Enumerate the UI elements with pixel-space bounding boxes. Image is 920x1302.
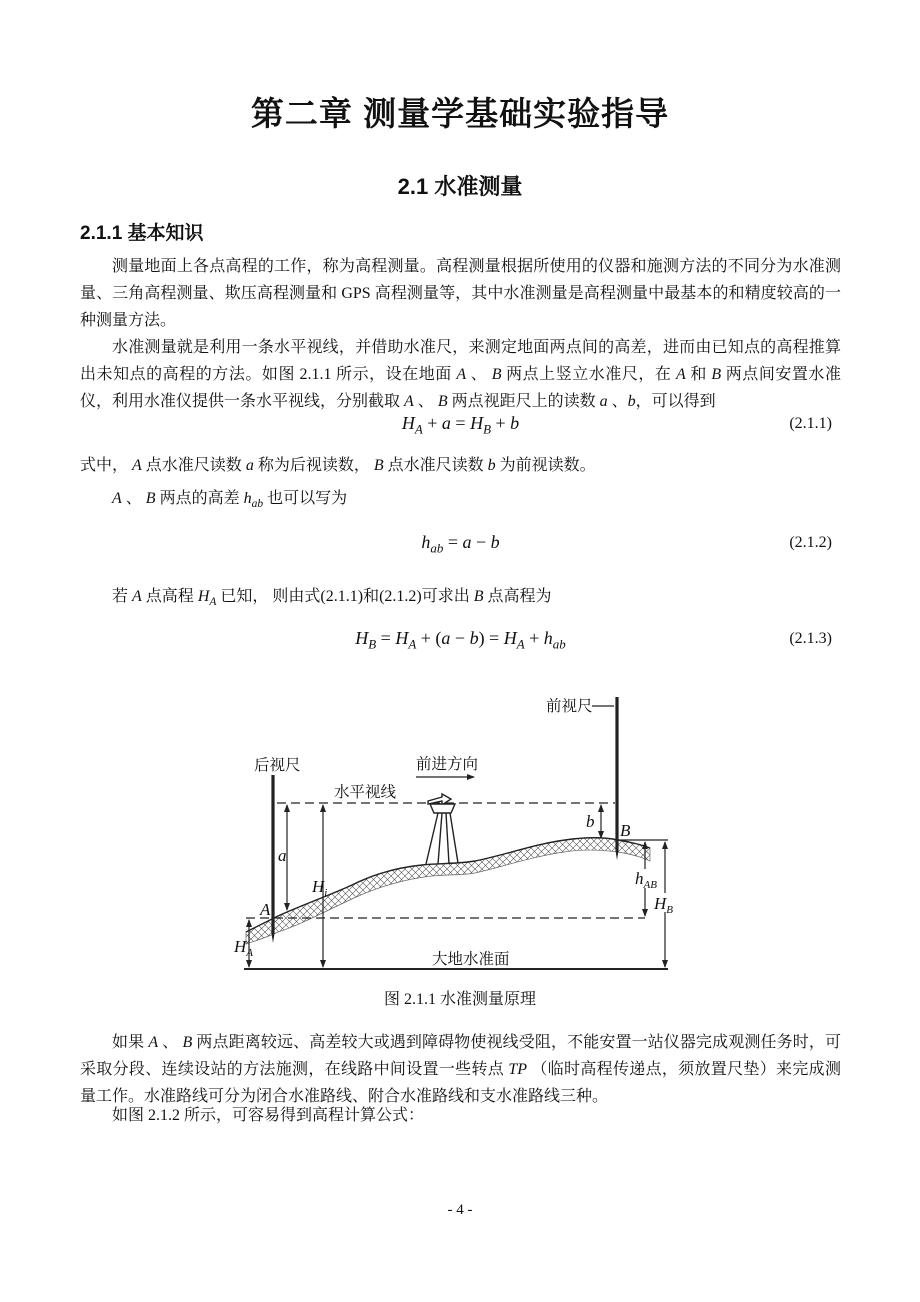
equation-2-1-2	[80, 532, 841, 556]
var-H: H	[654, 894, 667, 913]
back-rod	[271, 775, 274, 943]
reading-a-label: a	[278, 846, 287, 865]
equation-formula: $h_{ab} = a - b$	[421, 532, 500, 556]
paragraph-height-measurement-intro: 测量地面上各点高程的工作，称为高程测量。高程测量根据所使用的仪器和施测方法的不同分为水准测量、三角高程测量、欺压高程测量和 GPS 高程测量等，其中水准测量是高程测量中最基本的和精度较高的一种测量方法。	[80, 258, 841, 329]
section-title: 2.1 水准测量	[397, 174, 523, 199]
front-rod-label: 前视尺	[546, 698, 593, 715]
back-rod-label: 后视尺	[254, 757, 301, 774]
chapter-title: 第二章 测量学基础实验指导	[250, 95, 670, 132]
sub-B: B	[666, 904, 674, 916]
paragraph-point-b-height-intro: 若 A 点高程 $H_A$ 已知， 则由式(2.1.1)和(2.1.2)可求出 B 点高程为	[112, 588, 552, 609]
equation-2-1-3	[80, 628, 841, 652]
level-instrument	[426, 794, 458, 864]
forward-direction-label: 前进方向	[416, 756, 479, 773]
paragraph-turning-points: 如果 A 、 B 两点距离较远、高差较大或遇到障碍物使视线受阻，不能安置一站仪器完成观测任务时，可采取分段、连续设站的方法施测，在线路中间设置一些转点 TP （临时高程传递点，须放置尺垫）来完成测量工作。水准路线可分为闭合水准路线、附合水准路线和支水准路线三种。	[80, 1034, 841, 1105]
equation-formula: $H_A + a = H_B + b$	[401, 413, 520, 437]
page-number: - 4 -	[447, 1202, 473, 1218]
sub-i: i	[324, 887, 328, 899]
point-b-label: B	[620, 821, 631, 840]
paragraph-formula-note: 式中， A 点水准尺读数 a 称为后视读数， B 点水准尺读数 b 为前视读数。	[80, 457, 596, 474]
equation-formula: $H_B = H_A + (a - b) = H_A + h_{ab}$	[355, 628, 566, 652]
subsection-title: 2.1.1 基本知识	[80, 223, 204, 244]
sub-A: A	[246, 947, 254, 959]
reading-b-label: b	[586, 812, 595, 831]
geoid-label: 大地水准面	[432, 951, 510, 968]
equation-2-1-1	[80, 413, 841, 437]
var-H: H	[234, 937, 247, 956]
horizontal-sight-label: 水平视线	[334, 784, 397, 801]
paragraph-leveling-principle: 水准测量就是利用一条水平视线，并借助水准尺，来测定地面两点间的高差，进而由已知点的高程推算出未知点的高程的方法。如图 2.1.1 所示，设在地面 A 、 B 两点上竖立水准尺，在 A 和 B 两点间安置水准仪，利用水准仪提供一条水平视线，分别截取 A 、 B 两点视距尺上的读数 a 、b，可以得到	[80, 339, 841, 410]
figure-caption: 图 2.1.1 水准测量原理	[383, 991, 536, 1008]
front-rod	[592, 697, 619, 860]
equation-number: (2.1.1)	[789, 415, 832, 432]
paragraph-height-difference-intro: A 、 B 两点的高差 $h_{ab}$ 也可以写为	[112, 490, 348, 511]
equation-number: (2.1.2)	[789, 534, 832, 551]
var-h: h	[635, 869, 644, 888]
sub-AB: AB	[643, 879, 657, 891]
equation-number: (2.1.3)	[789, 630, 832, 647]
paragraph-figure-2-1-2-intro: 如图 2.1.2 所示，可容易得到高程计算公式：	[112, 1107, 425, 1124]
leveling-diagram	[230, 680, 700, 982]
point-a-label: A	[260, 900, 271, 919]
instrument-height-label	[311, 877, 327, 899]
var-H: H	[312, 877, 325, 896]
